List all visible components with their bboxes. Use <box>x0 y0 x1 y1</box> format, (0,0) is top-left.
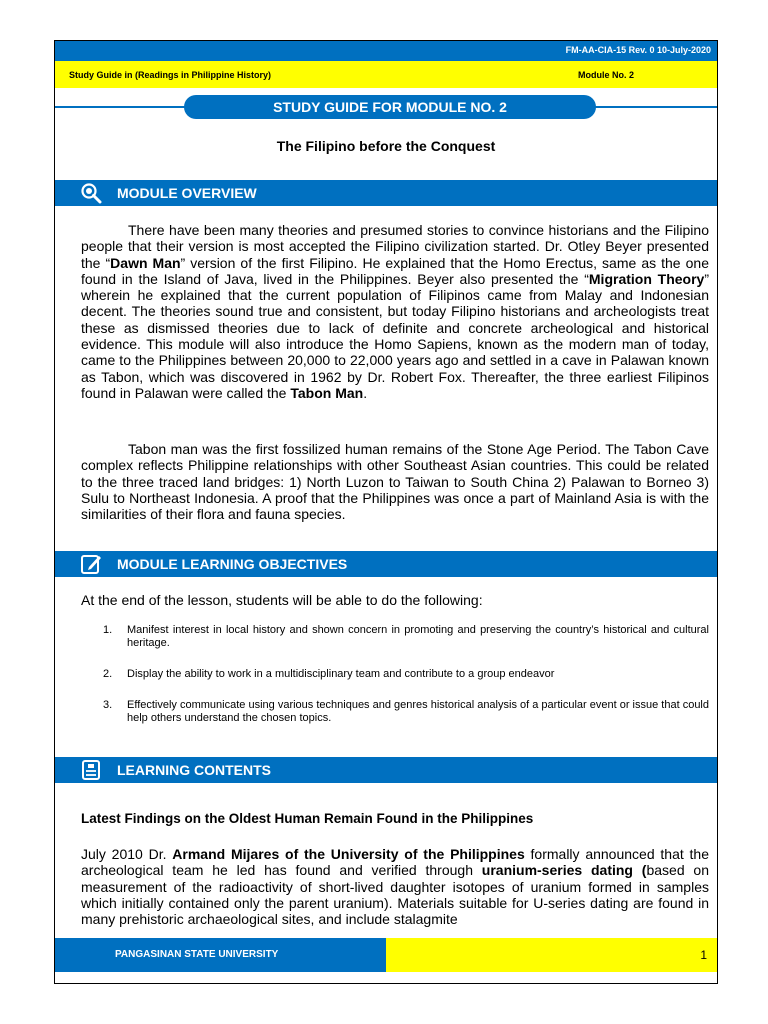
list-text: Manifest interest in local history and shown concern in promoting and preserving the country’s historical and cultural heritage. <box>127 624 709 649</box>
list-item <box>81 699 709 725</box>
page-number: 1 <box>700 948 707 962</box>
text-run: There have been many theories and presumed stories to convince historians and the Filipino people that their version is most accepted the Filipino civilization started. Dr. Otley Beyer presented the “ <box>81 222 709 271</box>
migration-theory-term: Migration Theory <box>588 270 705 287</box>
text-run: ” version of the first Filipino. He explained that the Homo Erectus, same as the one found in the Island of Java, lived in the Philippines. Beyer also presented the “ <box>81 254 709 287</box>
page-title: STUDY GUIDE FOR MODULE NO. 2 <box>184 95 596 119</box>
researcher-name: Armand Mijares of the University of the Philippines <box>172 846 525 862</box>
magnifier-icon <box>80 182 102 204</box>
text-run: July 2010 Dr. <box>81 846 173 862</box>
list-text: Effectively communicate using various techniques and genres historical analysis of a particular event or issue that could help others understand the chosen topics. <box>127 699 709 724</box>
text-run: ” wherein he explained that the current population of Filipinos came from Malay and Indonesian decent. The theories sound true and consistent, but today Filipino historians and archeologists treat these as dismissed theories due to lack of definite and concrete archeological and historical evidence. This module will also introduce the Homo Sapiens, known as the modern man of today, came to the Philippines between 20,000 to 22,000 years ago and settled in a cave in Palawan known as Tabon, which was discovered in 1962 by Dr. Robert Fox. Thereafter, the three earliest Filipinos found in Palawan were called the <box>81 270 709 401</box>
module-subtitle: The Filipino before the Conquest <box>276 138 496 154</box>
tabon-man-term: Tabon Man <box>290 384 364 401</box>
text-run: formally announced that the archeological team he led has found and verified through <box>81 846 710 879</box>
contents-subheading: Latest Findings on the Oldest Human Remain Found in the Philippines <box>81 811 534 826</box>
overview-paragraph-2: Tabon man was the first fossilized human remains of the Stone Age Period. The Tabon Cave complex reflects Philippine relationships with other Southeast Asian countries. This could be related to the three traced land bridges: 1) North Luzon to Taiwan to South China 2) Palawan to Borneo 3) Sulu to Northeast Indonesia. A proof that the Philippines was once a part of Mainland Asia is with the similarities of their flora and fauna species. <box>81 441 709 523</box>
overview-body <box>81 222 709 401</box>
list-number: 1. <box>103 624 113 636</box>
contents-paragraph <box>81 846 709 927</box>
list-item <box>81 668 709 681</box>
section-heading: MODULE LEARNING OBJECTIVES <box>117 556 348 572</box>
form-code: FM-AA-CIA-15 Rev. 0 10-July-2020 <box>565 45 711 55</box>
objectives-intro: At the end of the lesson, students will be able to do the following: <box>81 592 483 608</box>
dating-method-term: uranium-series dating ( <box>481 862 647 879</box>
overview-body-2 <box>81 441 709 522</box>
form-code-bar <box>55 41 717 61</box>
text-run: based on measurement of the radioactivity of short-lived daughter isotopes of uranium formed in samples which initially contained only the parent uranium). Materials suitable for U-series dating are found in many prehistoric archaeological sites, and include stalagmite <box>81 862 710 928</box>
section-heading: MODULE OVERVIEW <box>117 185 257 201</box>
course-title: Study Guide in (Readings in Philippine History) <box>69 70 272 80</box>
list-number: 3. <box>103 699 113 711</box>
overview-paragraph-1 <box>81 222 709 401</box>
list-number: 2. <box>103 668 113 680</box>
text-run: . <box>363 384 368 401</box>
page-footer <box>55 938 717 972</box>
dawn-man-term: Dawn Man <box>110 254 181 271</box>
list-item <box>81 624 709 650</box>
course-header-bar <box>55 61 717 88</box>
footer-blue-block <box>55 938 386 972</box>
section-learning-contents <box>55 757 717 783</box>
edit-icon <box>80 553 102 575</box>
module-number: Module No. 2 <box>578 70 634 80</box>
footer-yellow-block <box>386 938 717 972</box>
list-text: Display the ability to work in a multidisciplinary team and contribute to a group endeavor <box>127 668 555 680</box>
contents-body <box>81 846 709 927</box>
objectives-list <box>81 624 709 743</box>
document-icon <box>80 759 102 781</box>
section-heading: LEARNING CONTENTS <box>117 762 271 778</box>
section-module-overview <box>55 180 717 206</box>
section-learning-objectives <box>55 551 717 577</box>
university-name: PANGASINAN STATE UNIVERSITY <box>115 949 279 960</box>
